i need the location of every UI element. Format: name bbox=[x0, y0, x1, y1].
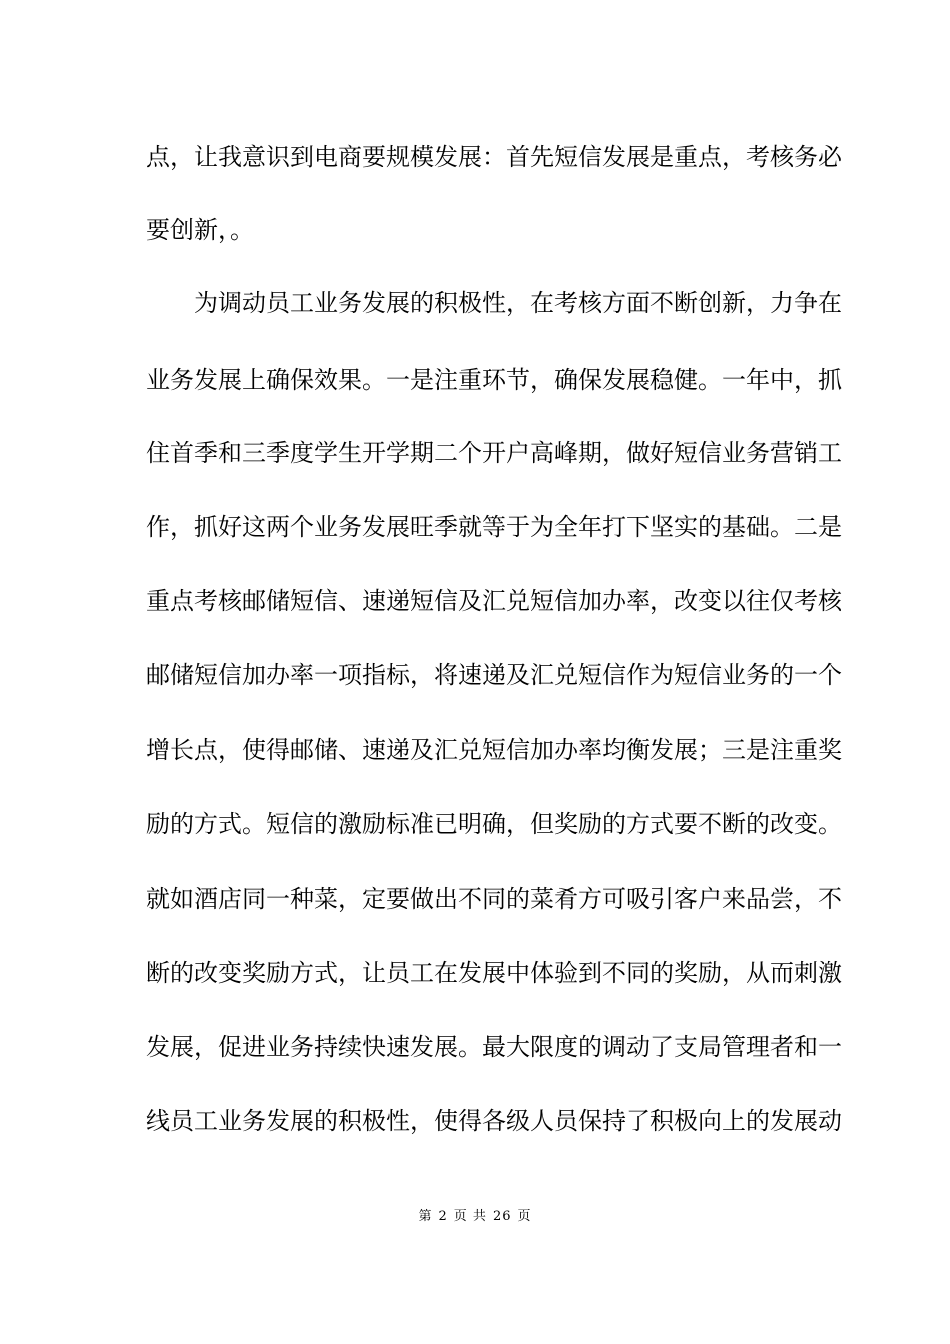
paragraph-first-line: 为调动员工业务发展的积极性，在考核方面不断创新，力争在 bbox=[194, 289, 842, 317]
body-line: 重点考核邮储短信、速递短信及汇兑短信加办率，改变以往仅考核 bbox=[146, 587, 842, 615]
body-line: 线员工业务发展的积极性，使得各级人员保持了积极向上的发展动 bbox=[146, 1107, 842, 1135]
body-line: 要创新，。 bbox=[146, 216, 254, 244]
footer-prefix: 第 bbox=[418, 1209, 433, 1224]
body-line: 作，抓好这两个业务发展旺季就等于为全年打下坚实的基础。二是 bbox=[146, 513, 842, 541]
body-line: 就如酒店同一种菜，定要做出不同的菜肴方可吸引客户来品尝，不 bbox=[146, 885, 842, 913]
footer-middle: 页 共 bbox=[453, 1209, 487, 1224]
body-line: 住首季和三季度学生开学期二个开户高峰期，做好短信业务营销工 bbox=[146, 439, 842, 467]
body-line: 增长点，使得邮储、速递及汇兑短信加办率均衡发展；三是注重奖 bbox=[146, 736, 842, 764]
page-number-footer bbox=[0, 1208, 950, 1226]
body-line: 邮储短信加办率一项指标，将速递及汇兑短信作为短信业务的一个 bbox=[146, 661, 842, 689]
body-line: 点，让我意识到电商要规模发展：首先短信发展是重点，考核务必 bbox=[146, 143, 842, 171]
body-line: 业务发展上确保效果。一是注重环节，确保发展稳健。一年中，抓 bbox=[146, 366, 842, 394]
body-line: 励的方式。短信的激励标准已明确，但奖励的方式要不断的改变。 bbox=[146, 810, 842, 838]
current-page-number: 2 bbox=[438, 1209, 448, 1224]
total-page-count: 26 bbox=[492, 1209, 512, 1224]
footer-suffix: 页 bbox=[517, 1209, 532, 1224]
body-line: 断的改变奖励方式，让员工在发展中体验到不同的奖励，从而刺激 bbox=[146, 959, 842, 987]
body-line: 发展，促进业务持续快速发展。最大限度的调动了支局管理者和一 bbox=[146, 1033, 842, 1061]
